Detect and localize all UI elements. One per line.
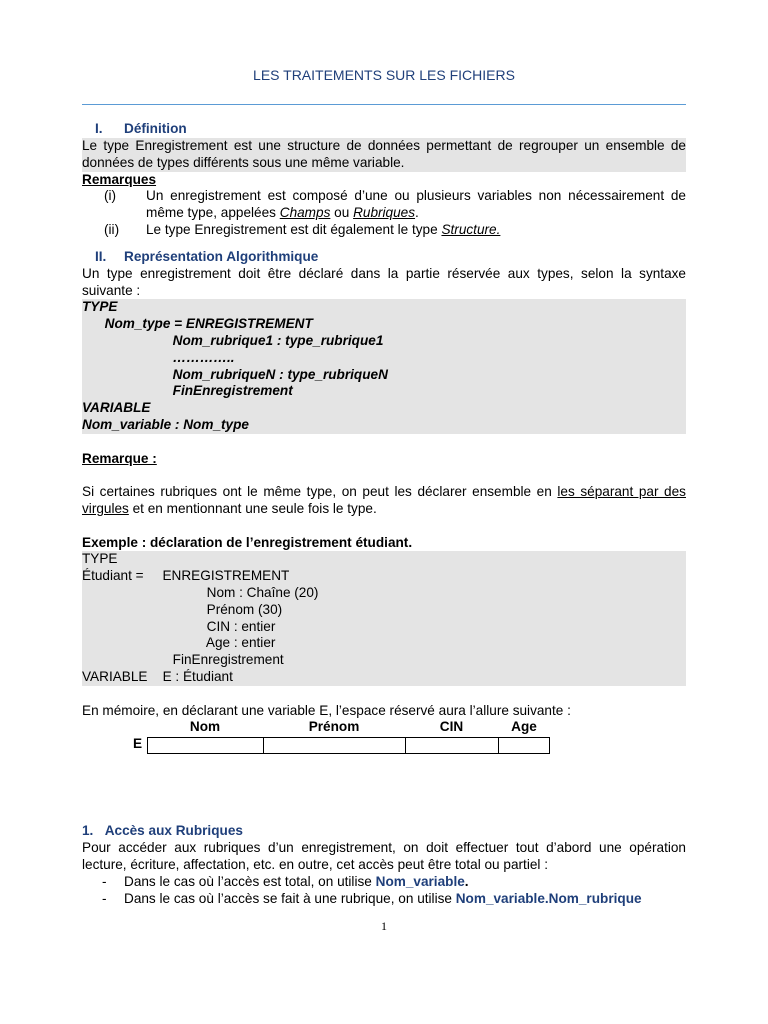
memoire-paragraph: En mémoire, en déclarant une variable E, l’espace réservé aura l’allure suivante : [82, 702, 571, 718]
exemple-line: TYPE [82, 551, 118, 567]
list-item [82, 188, 686, 222]
page-title: LES TRAITEMENTS SUR LES FICHIERS [253, 67, 515, 83]
memory-cell-nom [147, 737, 264, 754]
memory-layout-header [82, 719, 686, 735]
syntax-line: ………….. [82, 349, 235, 365]
list-text-end: . [464, 873, 469, 889]
remarque-underlined: les séparant par des virgules [82, 484, 686, 516]
list-text-connector: ou [330, 205, 354, 221]
representation-paragraph: Un type enregistrement doit être déclaré dans la partie réservée aux types, selon la syntaxe suivante : [82, 265, 686, 298]
list-marker: (ii) [104, 221, 120, 237]
list-item [82, 874, 686, 891]
section-number: II. [95, 248, 107, 264]
exemple-line: Prénom (30) [82, 601, 283, 617]
column-header: Prénom [308, 719, 360, 735]
memory-cell-cin [405, 737, 499, 754]
syntax-line: Nom_rubrique1 : type_rubrique1 [82, 332, 384, 348]
code-term: Nom_variable [375, 873, 465, 889]
exemple-line: Age : entier [82, 635, 276, 651]
section-number: I. [95, 121, 103, 136]
term-rubriques: Rubriques [353, 205, 416, 221]
page-number: 1 [381, 919, 387, 933]
exemple-line: CIN : entier [82, 618, 276, 634]
list-text-end: . [415, 205, 419, 221]
list-text: Dans le cas où l’accès se fait à une rubrique, on utilise [124, 890, 456, 906]
memory-cell-age [498, 737, 550, 754]
list-item [82, 891, 686, 908]
list-marker: - [102, 873, 107, 889]
section-heading-acces [82, 822, 686, 840]
remarque-text: Si certaines rubriques ont le même type, on peut les déclarer ensemble en [82, 484, 558, 500]
list-text: Le type Enregistrement est dit également le type [146, 221, 442, 237]
exemple-block [82, 551, 686, 685]
section-title: Définition [124, 121, 187, 136]
list-text: Un enregistrement est composé d’une ou plusieurs variables non nécessairement de même type, appelées [146, 188, 686, 221]
column-header: Age [511, 719, 537, 735]
section-heading-definition [82, 120, 686, 138]
syntax-line: TYPE [82, 299, 118, 315]
syntax-line: Nom_type = ENREGISTREMENT [82, 316, 313, 332]
remarque-paragraph [82, 484, 686, 518]
term-structure: Structure. [441, 221, 501, 237]
syntax-line: VARIABLE [82, 400, 151, 416]
remarque-text-end: et en mentionnant une seule fois le type. [128, 500, 377, 516]
exemple-line: Étudiant = ENREGISTREMENT [82, 568, 290, 584]
list-text: Dans le cas où l’accès est total, on utilise [124, 873, 376, 889]
exemple-line: Nom : Chaîne (20) [82, 584, 319, 600]
title-divider [82, 104, 686, 105]
code-term: Nom_variable.Nom_rubrique [455, 890, 642, 906]
section-heading-representation [82, 248, 686, 266]
syntax-line: Nom_variable : Nom_type [82, 416, 249, 432]
memory-layout-row [82, 735, 686, 755]
syntax-line: Nom_rubriqueN : type_rubriqueN [82, 366, 388, 382]
document-body [82, 120, 686, 907]
exemple-line: VARIABLE E : Étudiant [82, 668, 233, 684]
definition-paragraph: Le type Enregistrement est une structure de données permettant de regrouper un ensemble de données de types différents sous une même variable. [82, 138, 686, 170]
remarque-heading: Remarque : [82, 450, 157, 466]
list-marker: - [102, 890, 107, 906]
column-header: CIN [439, 719, 464, 735]
syntax-block [82, 299, 686, 433]
exemple-line: FinEnregistrement [82, 652, 284, 668]
section-title: Représentation Algorithmique [124, 248, 319, 264]
syntax-line: FinEnregistrement [82, 383, 293, 399]
remarques-heading: Remarques [82, 171, 157, 187]
list-item [82, 222, 686, 239]
section-title: Accès aux Rubriques [104, 823, 243, 839]
memory-cell-prenom [263, 737, 406, 754]
exemple-heading: Exemple : déclaration de l’enregistrement étudiant. [82, 534, 413, 550]
list-marker: (i) [104, 188, 117, 204]
term-champs: Champs [279, 205, 331, 221]
section-number: 1. [82, 823, 94, 839]
column-header: Nom [189, 719, 221, 735]
acces-paragraph: Pour accéder aux rubriques d’un enregistrement, on doit effectuer tout d’abord une opération lecture, écriture, affectation, etc. en outre, cet accès peut être total ou partiel : [82, 840, 686, 873]
variable-label: E [133, 736, 143, 752]
